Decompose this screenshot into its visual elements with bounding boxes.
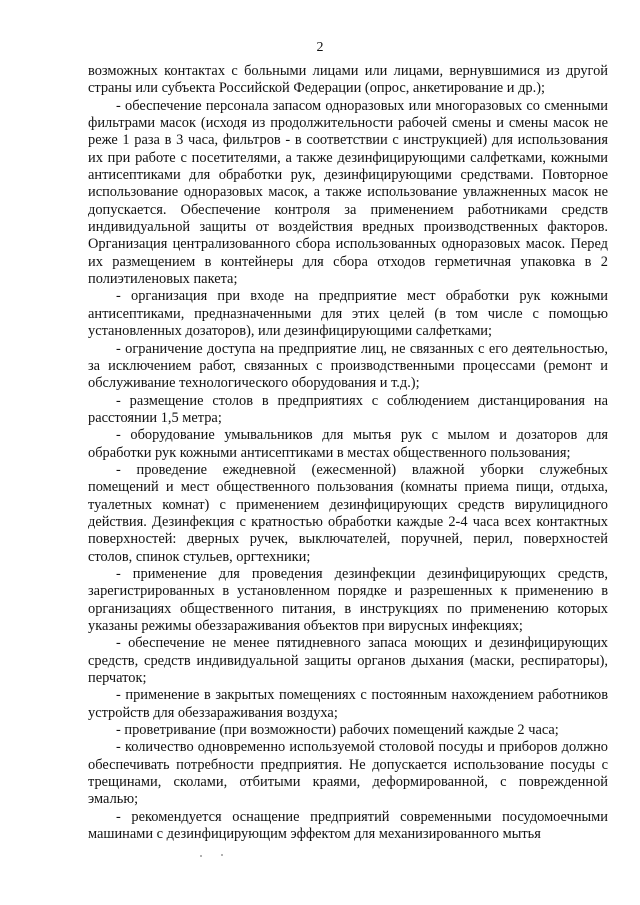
- scan-speck: [221, 854, 223, 856]
- list-item: - рекомендуется оснащение предприятий современными посудомоечными машинами с дезинфицирующим эффектом для механизированного мытья: [88, 808, 608, 843]
- list-item: - применение в закрытых помещениях с постоянным нахождением работников устройств для обеззараживания воздуха;: [88, 687, 608, 721]
- scan-speck: [200, 855, 202, 857]
- list-item: - обеспечение персонала запасом одноразовых или многоразовых со сменными фильтрами масок (исходя из продолжительности рабочей смены и смены масок не реже 1 раза в 3 часа, фильтров - в соответствии с инструкцией) для использования их при работе с посетителями, а также дезинфицирующими салфетками, кожными антисептиками для обработки рук, дезинфицирующими средствами. Повторное использование одноразовых масок, а также использование увлажненных масок не допускается. Обеспечение контроля за применением работниками средств индивидуальной защиты от воздействия вредных производственных факторов. Организация централизованного сбора использованных одноразовых масок. Перед их размещением в контейнеры для сбора отходов герметичная упаковка в 2 полиэтиленовых пакета;: [88, 97, 608, 288]
- list-item: - размещение столов в предприятиях с соблюдением дистанцирования на расстоянии 1,5 метра;: [88, 392, 608, 426]
- list-item: - оборудование умывальников для мытья рук с мылом и дозаторов для обработки рук кожными антисептиками в местах общественного пользования;: [88, 427, 608, 461]
- list-item: - проветривание (при возможности) рабочих помещений каждые 2 часа;: [116, 722, 559, 739]
- page-number: 2: [316, 40, 324, 55]
- list-item: - организация при входе на предприятие мест обработки рук кожными антисептиками, предназначенными для этих целей (в том числе с помощью установленных дозаторов), или дезинфицирующими салфетками;: [88, 288, 608, 340]
- list-item: - проведение ежедневной (ежесменной) влажной уборки служебных помещений и мест общественного пользования (комнаты приема пищи, отдыха, туалетных комнат) с применением дезинфицирующих средств вирулицидного действия. Дезинфекция с кратностью обработки каждые 2-4 часа всех контактных поверхностей: дверных ручек, выключателей, поручней, перил, поверхностей столов, спинок стульев, оргтехники;: [88, 461, 608, 565]
- paragraph-continuation: возможных контактах с больными лицами или лицами, вернувшимися из другой страны или субъекта Российской Федерации (опрос, анкетирование и др.);: [88, 63, 608, 97]
- document-body: [88, 63, 608, 843]
- list-item: - применение для проведения дезинфекции дезинфицирующих средств, зарегистрированных в установленном порядке и разрешенных к применению в организациях общественного питания, в инструкциях по применению которых указаны режимы обеззараживания объектов при вирусных инфекциях;: [88, 565, 608, 634]
- list-item: - количество одновременно используемой столовой посуды и приборов должно обеспечивать потребности предприятия. Не допускается использование посуды с трещинами, сколами, отбитыми краями, деформированной, с поврежденной эмалью;: [88, 739, 608, 808]
- list-item: - ограничение доступа на предприятие лиц, не связанных с его деятельностью, за исключением работ, связанных с производственными процессами (ремонт и обслуживание технологического оборудования и т.д.);: [88, 340, 608, 392]
- list-item: - обеспечение не менее пятидневного запаса моющих и дезинфицирующих средств, средств индивидуальной защиты органов дыхания (маски, респираторы), перчаток;: [88, 635, 608, 687]
